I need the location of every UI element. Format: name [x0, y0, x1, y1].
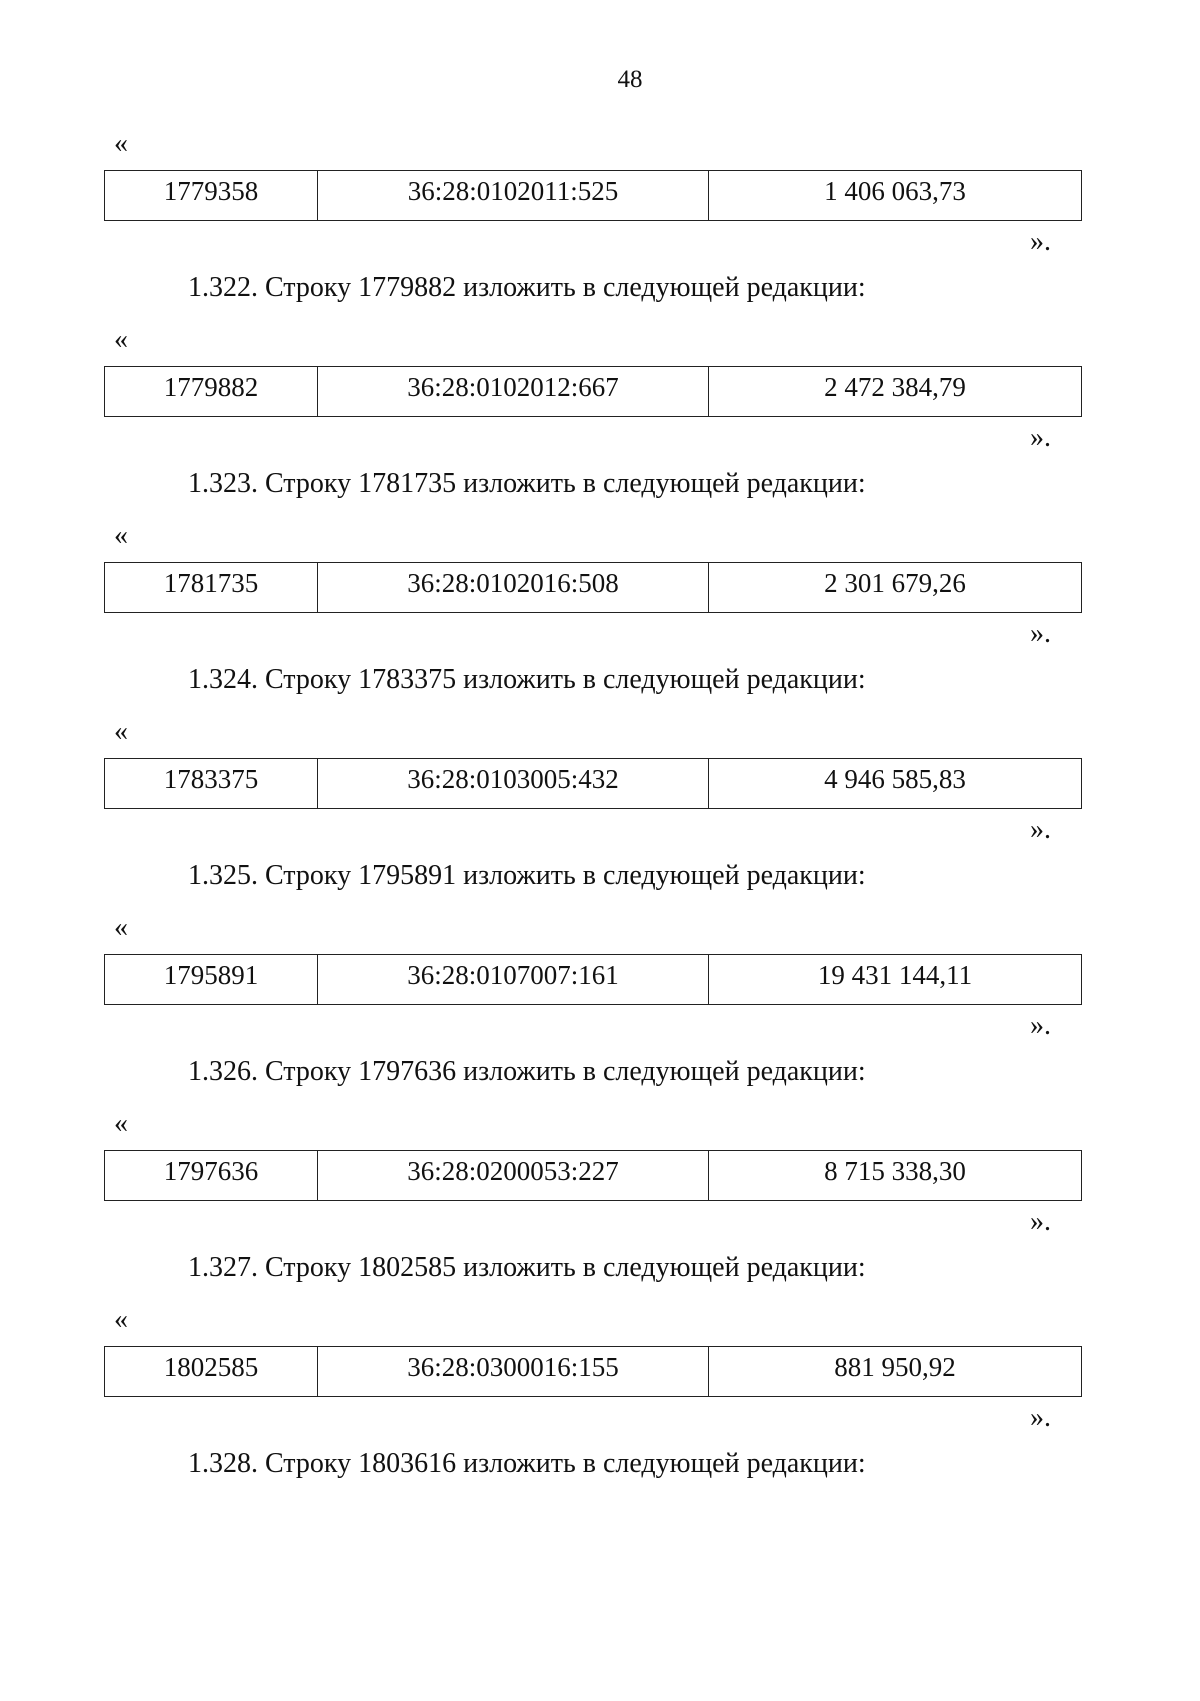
row-id-cell: 1797636 — [105, 1151, 318, 1201]
row-id-cell: 1802585 — [105, 1347, 318, 1397]
page-number: 48 — [617, 66, 643, 93]
close-quote: ». — [1030, 226, 1051, 257]
open-quote: « — [114, 1304, 128, 1335]
section-heading: 1.326. Строку 1797636 изложить в следующей редакции: — [188, 1056, 866, 1087]
record-table — [104, 758, 1082, 809]
record-table — [104, 1346, 1082, 1397]
record-table — [104, 954, 1082, 1005]
table-row — [105, 1151, 1082, 1201]
cadastral-number-cell: 36:28:0103005:432 — [318, 759, 709, 809]
value-cell: 1 406 063,73 — [709, 171, 1082, 221]
open-quote: « — [114, 520, 128, 551]
cadastral-number-cell: 36:28:0300016:155 — [318, 1347, 709, 1397]
table-row — [105, 955, 1082, 1005]
close-quote: ». — [1030, 618, 1051, 649]
section-heading: 1.327. Строку 1802585 изложить в следующей редакции: — [188, 1252, 866, 1283]
open-quote: « — [114, 912, 128, 943]
record-table — [104, 1150, 1082, 1201]
section-heading: 1.325. Строку 1795891 изложить в следующей редакции: — [188, 860, 866, 891]
table-row — [105, 367, 1082, 417]
record-table — [104, 562, 1082, 613]
cadastral-number-cell: 36:28:0102012:667 — [318, 367, 709, 417]
table-row — [105, 1347, 1082, 1397]
close-quote: ». — [1030, 422, 1051, 453]
row-id-cell: 1795891 — [105, 955, 318, 1005]
section-heading: 1.323. Строку 1781735 изложить в следующей редакции: — [188, 468, 866, 499]
value-cell: 2 301 679,26 — [709, 563, 1082, 613]
section-heading: 1.322. Строку 1779882 изложить в следующей редакции: — [188, 272, 866, 303]
value-cell: 8 715 338,30 — [709, 1151, 1082, 1201]
row-id-cell: 1779358 — [105, 171, 318, 221]
section-heading: 1.328. Строку 1803616 изложить в следующей редакции: — [188, 1448, 866, 1479]
close-quote: ». — [1030, 814, 1051, 845]
table-row — [105, 759, 1082, 809]
value-cell: 4 946 585,83 — [709, 759, 1082, 809]
open-quote: « — [114, 324, 128, 355]
cadastral-number-cell: 36:28:0107007:161 — [318, 955, 709, 1005]
value-cell: 19 431 144,11 — [709, 955, 1082, 1005]
section-heading: 1.324. Строку 1783375 изложить в следующей редакции: — [188, 664, 866, 695]
row-id-cell: 1781735 — [105, 563, 318, 613]
cadastral-number-cell: 36:28:0102011:525 — [318, 171, 709, 221]
table-row — [105, 171, 1082, 221]
close-quote: ». — [1030, 1010, 1051, 1041]
value-cell: 2 472 384,79 — [709, 367, 1082, 417]
close-quote: ». — [1030, 1402, 1051, 1433]
row-id-cell: 1783375 — [105, 759, 318, 809]
record-table — [104, 170, 1082, 221]
record-table — [104, 366, 1082, 417]
row-id-cell: 1779882 — [105, 367, 318, 417]
cadastral-number-cell: 36:28:0102016:508 — [318, 563, 709, 613]
table-row — [105, 563, 1082, 613]
value-cell: 881 950,92 — [709, 1347, 1082, 1397]
close-quote: ». — [1030, 1206, 1051, 1237]
open-quote: « — [114, 1108, 128, 1139]
open-quote: « — [114, 716, 128, 747]
open-quote: « — [114, 128, 128, 159]
cadastral-number-cell: 36:28:0200053:227 — [318, 1151, 709, 1201]
